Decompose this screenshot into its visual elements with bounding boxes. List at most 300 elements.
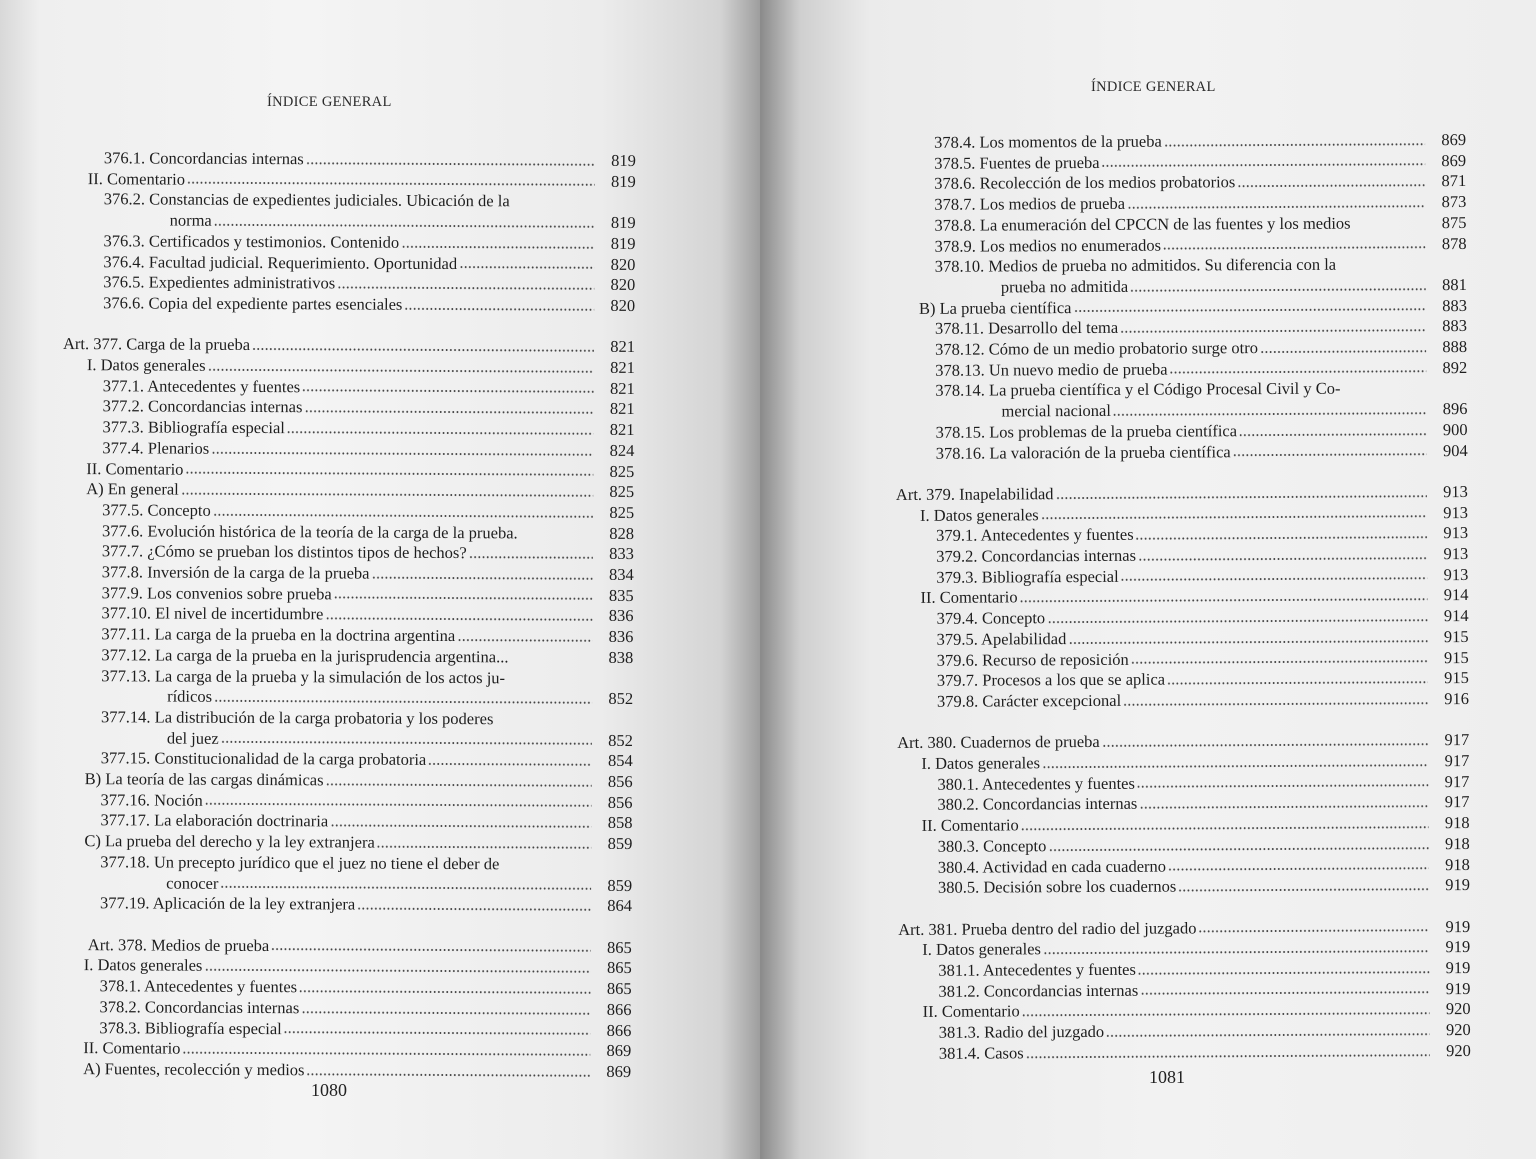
toc-page-number: 836: [608, 606, 634, 626]
toc-article-entry: [898, 917, 1470, 941]
toc-page-number: 914: [1443, 606, 1469, 626]
toc-entry-label: A) Fuentes, recolección y medios: [83, 1059, 305, 1080]
toc-entry-title: [920, 586, 1430, 609]
toc-section-entry: [61, 769, 633, 793]
toc-subsection-entry: [894, 192, 1466, 216]
toc-page-number: 828: [609, 523, 635, 543]
toc-section-entry: [895, 296, 1467, 320]
toc-page-number: 913: [1443, 544, 1469, 564]
toc-page-number: 913: [1443, 523, 1469, 543]
toc-subsection-entry: [896, 544, 1468, 568]
toc-page-number: 915: [1443, 647, 1469, 667]
leader-dots: [428, 762, 592, 767]
toc-entry-label: Art. 377. Carga de la prueba: [62, 334, 251, 355]
leader-dots: [271, 947, 591, 953]
toc-article-entry: [60, 935, 632, 959]
toc-page-number: 821: [609, 399, 635, 419]
toc-subsection-entry: [897, 772, 1469, 796]
leader-dots: [214, 699, 592, 705]
leader-dots: [204, 968, 590, 974]
toc-subsection-entry: [894, 151, 1466, 175]
leader-dots: [1106, 1032, 1430, 1038]
toc-entry-title: [936, 606, 1430, 629]
toc-entry-label: 377.18. Un precepto jurídico que el juez no tiene el deber de: [100, 852, 500, 874]
leader-dots: [357, 907, 591, 912]
toc-entry-title: [935, 317, 1429, 340]
toc-page-number: 915: [1443, 626, 1469, 646]
toc-entry-title: [936, 524, 1430, 547]
leader-dots: [1353, 225, 1426, 229]
toc-page-number: 852: [608, 730, 633, 750]
toc-entry-title: [102, 500, 596, 523]
toc-subsection-entry: [895, 234, 1467, 258]
leader-dots: [1021, 825, 1429, 831]
running-head: ÍNDICE GENERAL: [1091, 79, 1216, 95]
toc-entry-title: [939, 1020, 1433, 1043]
toc-subsection-entry: [61, 645, 633, 669]
leader-dots: [185, 471, 593, 477]
toc-page-number: 819: [611, 150, 636, 170]
toc-page-number: 918: [1444, 813, 1470, 833]
toc-entry-label: 379.5. Apelabilidad: [936, 628, 1067, 649]
toc-entry-title: [919, 296, 1429, 319]
leader-dots: [252, 347, 594, 353]
leader-dots: [1113, 411, 1427, 417]
toc-entry-title: [102, 583, 596, 606]
toc-page-number: 881: [1442, 274, 1467, 295]
toc-subsection-entry: [62, 500, 634, 524]
toc-entry-label: 379.3. Bibliografía especial: [936, 566, 1119, 587]
toc-page-number: 819: [610, 233, 636, 253]
leader-dots: [404, 306, 594, 311]
toc-subsection-entry: [64, 148, 636, 172]
toc-entry-label: Art. 381. Prueba dentro del radio del juzgado: [898, 918, 1197, 939]
leader-dots: [371, 575, 592, 580]
toc-subsection-entry: [63, 376, 635, 400]
toc-entry-label: 378.8. La enumeración del CPCCN de las fuentes y los medios: [934, 213, 1351, 235]
leader-dots: [187, 181, 595, 187]
toc-subsection-entry: [61, 624, 633, 648]
toc-page-number: 852: [608, 689, 634, 709]
toc-subsection-entry: [63, 272, 635, 296]
toc-entry-label: I. Datos generales: [86, 355, 206, 375]
toc-entry-label: 379.4. Concepto: [936, 608, 1046, 628]
toc-entry-label: 377.16. Noción: [100, 789, 203, 810]
toc-entry-label: I. Datos generales: [83, 955, 203, 976]
toc-page-number: 869: [1441, 150, 1467, 170]
toc-entry-title: [104, 148, 598, 171]
toc-entry-label: 376.6. Copia del expediente partes esenciales: [103, 293, 403, 314]
toc-page-number: 873: [1441, 192, 1467, 212]
toc-entry-label: 377.7. ¿Cómo se prueban los distintos tipos de hechos?: [101, 541, 467, 563]
toc-page-number: 883: [1442, 295, 1467, 315]
toc-entry-label: B) La prueba científica: [918, 297, 1072, 318]
toc-section-entry: [62, 479, 634, 503]
leader-dots: [459, 265, 594, 270]
toc-entry-title: [86, 459, 596, 482]
toc-page-number: 821: [610, 337, 636, 357]
toc-entry-label: 378.15. Los problemas de la prueba científica: [935, 421, 1238, 442]
toc-subsection-entry: [898, 875, 1470, 899]
toc-subsection-entry: [899, 1020, 1471, 1044]
toc-subsection-entry: [896, 606, 1468, 630]
toc-entry-label: 377.19. Aplicación de la ley extranjera: [99, 893, 356, 914]
toc-page-number: 871: [1441, 171, 1467, 191]
leader-dots: [301, 1010, 590, 1016]
toc-entry-title: [99, 1018, 593, 1041]
toc-entry-label: 378.9. Los medios no enumerados: [934, 235, 1162, 256]
toc-entry-title: [87, 355, 597, 378]
toc-page-number: 900: [1442, 419, 1468, 439]
toc-entry-title: [100, 893, 594, 916]
toc-page-number: 920: [1446, 1040, 1471, 1061]
toc-subsection-entry: [63, 396, 635, 420]
toc-entry-title: [937, 793, 1431, 816]
toc-entry-title: [84, 831, 594, 854]
toc-page-number: 820: [610, 254, 636, 274]
toc-entry-label: 377.15. Constitucionalidad de la carga probatoria: [100, 748, 427, 770]
leader-dots: [1137, 784, 1429, 790]
toc-subsection-entry: [61, 666, 633, 710]
toc-subsection-entry: [895, 358, 1467, 382]
toc-entry-label: 377.14. La distribución de la carga probatoria y los poderes: [100, 707, 494, 729]
toc-subsection-entry: [897, 668, 1469, 692]
toc-entry-label: Art. 380. Cuadernos de prueba: [897, 732, 1100, 753]
toc-entry-label: 378.12. Cómo de un medio probatorio surge otro: [935, 338, 1258, 359]
toc-subsection-entry: [59, 997, 631, 1021]
toc-entry-title: [921, 751, 1431, 774]
toc-page-number: 883: [1442, 316, 1468, 336]
toc-entry-label: I. Datos generales: [921, 753, 1041, 773]
leader-dots: [220, 885, 591, 891]
toc-page-number: 904: [1442, 440, 1468, 460]
toc-entry-title: [935, 358, 1429, 381]
toc-page-number: 878: [1441, 233, 1467, 253]
toc-subsection-entry: [62, 562, 634, 586]
toc-entry-title: [102, 542, 596, 565]
toc-subsection-entry: [62, 603, 634, 627]
leader-dots: [182, 1051, 590, 1057]
toc-section-entry: [60, 955, 632, 979]
leader-dots: [1068, 639, 1427, 645]
leader-dots: [334, 596, 593, 601]
toc-entry-label-continuation: rídicos: [167, 686, 213, 707]
leader-dots: [1121, 577, 1428, 583]
toc-entry-title: [936, 441, 1430, 464]
toc-section-entry: [59, 1038, 631, 1062]
toc-entry-label: 376.3. Certificados y testimonios. Contenido: [103, 231, 400, 252]
toc-page-number: 919: [1445, 916, 1471, 936]
toc-entry-label: Art. 379. Inapelabilidad: [895, 484, 1054, 504]
toc-page-number: 919: [1445, 958, 1471, 978]
toc-entry-title: [101, 790, 595, 813]
toc-article-entry: [897, 730, 1469, 754]
toc-entry-label-continuation: mercial nacional: [1001, 401, 1111, 421]
leader-dots: [1138, 970, 1430, 976]
toc-page-number: 821: [609, 378, 635, 398]
toc-entry-label: 377.9. Los convenios sobre prueba: [101, 582, 332, 604]
toc-subsection-entry: [898, 855, 1470, 879]
toc-page-number: 866: [606, 999, 632, 1019]
toc-entry-label: 377.8. Inversión de la carga de la prueba: [101, 562, 370, 583]
page-number: 1080: [311, 1080, 347, 1100]
leader-dots: [377, 845, 592, 850]
leader-dots: [1020, 597, 1428, 603]
toc-entry-title: [922, 938, 1432, 961]
toc-page-number: 856: [607, 771, 633, 792]
leader-dots: [1043, 949, 1429, 955]
toc-page-number: 859: [607, 875, 633, 895]
toc-entry-title: [100, 852, 594, 896]
toc-page-number: 917: [1444, 730, 1470, 750]
leader-dots: [1041, 515, 1427, 521]
toc-page-number: 858: [607, 813, 633, 833]
toc-entry-label: A) En general: [86, 479, 179, 499]
toc-page-number: 856: [607, 792, 633, 812]
page-number: 1081: [1149, 1067, 1185, 1087]
toc-page-number: 836: [608, 627, 634, 647]
leader-dots: [1237, 183, 1425, 188]
toc-entry-label: 376.2. Constancias de expedientes judiciales. Ubicación de la: [103, 189, 510, 211]
toc-entry-label: 378.14. La prueba científica y el Código Procesal Civil y Co-: [935, 379, 1341, 401]
leader-dots: [302, 389, 594, 395]
toc-section-entry: [897, 751, 1469, 775]
toc-section-entry: [62, 459, 634, 483]
toc-subsection-entry: [897, 792, 1469, 816]
toc-entry-title: [101, 749, 595, 772]
toc-entry-title: [103, 272, 597, 295]
leader-dots: [1233, 452, 1427, 457]
leader-dots: [1056, 494, 1427, 500]
toc-entry-title: [99, 997, 593, 1020]
toc-page-number: 914: [1443, 585, 1469, 605]
toc-section-entry: [63, 355, 635, 379]
toc-page-number: 869: [606, 1061, 632, 1081]
toc-entry-label: 377.10. El nivel de incertidumbre: [101, 603, 324, 624]
toc-entry-title: [86, 479, 596, 502]
toc-entry-label: I. Datos generales: [919, 504, 1039, 525]
toc-subsection-entry: [61, 707, 633, 751]
leader-dots: [208, 367, 594, 373]
toc-subsection-entry: [60, 976, 632, 1000]
leader-dots: [401, 244, 594, 249]
leader-dots: [1048, 846, 1428, 852]
toc-entry-label: 381.3. Radio del juzgado: [938, 1022, 1105, 1042]
toc-page-number: 865: [606, 958, 632, 978]
leader-dots: [1123, 701, 1428, 707]
toc-entry-label: 380.4. Actividad en cada cuaderno: [937, 856, 1167, 877]
toc-entry-label: 377.13. La carga de la prueba y la simulación de los actos ju-: [101, 665, 506, 687]
toc-subsection-entry: [62, 438, 634, 462]
toc-section-entry: [64, 169, 636, 193]
toc-article-entry: [896, 482, 1468, 506]
toc-entry-label: 379.7. Procesos a los que se aplica: [936, 669, 1166, 691]
toc-entry-title: [103, 293, 597, 316]
toc-entry-label-continuation: del juez: [166, 728, 219, 748]
toc-page-number: 820: [610, 295, 636, 315]
toc-subsection-entry: [898, 834, 1470, 858]
toc-entry-label: 377.2. Concordancias internas: [102, 396, 303, 417]
toc-subsection-entry: [896, 420, 1468, 444]
leader-dots: [1140, 991, 1429, 997]
toc-entry-title: [934, 172, 1428, 195]
toc-entry-label: 376.4. Facultad judicial. Requerimiento. Oportunidad: [103, 251, 458, 273]
toc-page-number: 820: [610, 275, 636, 295]
toc-page-number: 918: [1445, 854, 1470, 874]
toc-subsection-entry: [896, 523, 1468, 547]
toc-entry-title: [938, 979, 1432, 1002]
toc-entry-label: II. Comentario: [83, 1038, 181, 1058]
toc-section-entry: [896, 585, 1468, 609]
toc-page-number: 825: [609, 502, 635, 522]
toc-entry-label: 379.2. Concordancias internas: [936, 545, 1137, 566]
toc-page-number: 920: [1445, 1020, 1471, 1040]
leader-dots: [299, 989, 591, 995]
toc-page-number: 916: [1444, 688, 1470, 709]
toc-entry-label-continuation: prueba no admitida: [1000, 276, 1129, 297]
toc-subsection-entry: [60, 810, 632, 834]
toc-entry-title: [936, 420, 1430, 443]
leader-dots: [181, 492, 593, 498]
leader-dots: [325, 617, 592, 622]
toc-entry-title: [83, 1059, 593, 1082]
toc-page-number: 833: [609, 544, 634, 564]
toc-entry-label: 378.3. Bibliografía especial: [99, 1017, 282, 1038]
toc-subsection-entry: [63, 252, 635, 276]
toc-entry-label-continuation: conocer: [166, 873, 219, 893]
leader-dots: [213, 512, 593, 518]
toc-subsection-entry: [897, 627, 1469, 651]
toc-entry-title: [101, 645, 595, 668]
toc-subsection-entry: [894, 213, 1466, 237]
toc-entry-label: 379.1. Antecedentes y fuentes: [936, 525, 1134, 546]
toc-entry-title: [88, 935, 594, 958]
toc-page-number: 821: [610, 357, 635, 378]
toc-entry-label: II. Comentario: [87, 168, 186, 189]
toc-entry-label: 381.2. Concordancias internas: [938, 980, 1139, 1001]
toc-subsection-entry: [59, 1017, 631, 1041]
toc-page-number: 865: [606, 978, 632, 999]
leader-dots: [306, 1072, 590, 1077]
toc-list-left: [59, 148, 636, 1083]
toc-page-number: 915: [1444, 668, 1469, 688]
toc-entry-title: [923, 1000, 1433, 1023]
leader-dots: [1102, 742, 1428, 748]
leader-dots: [306, 161, 595, 167]
toc-entry-label: I. Datos generales: [922, 939, 1041, 960]
leader-dots: [1260, 349, 1426, 354]
leader-dots: [1130, 287, 1426, 293]
toc-subsection-entry: [60, 852, 632, 896]
toc-page-number: 865: [607, 937, 632, 957]
toc-subsection-entry: [895, 337, 1467, 361]
leader-dots: [469, 555, 593, 560]
toc-entry-title: [88, 169, 598, 192]
toc-subsection-entry: [896, 441, 1468, 465]
toc-entry-label: 379.6. Recurso de reposición: [936, 649, 1129, 670]
toc-subsection-entry: [64, 189, 636, 233]
toc-subsection-entry: [894, 130, 1466, 154]
toc-entry-title: [939, 1041, 1433, 1064]
toc-subsection-entry: [895, 378, 1467, 422]
leader-dots: [211, 450, 593, 456]
toc-page-number: 869: [606, 1041, 632, 1061]
toc-entry-title: [102, 417, 596, 440]
toc-section-entry: [899, 999, 1471, 1023]
leader-dots: [1167, 680, 1428, 685]
toc-subsection-entry: [60, 893, 632, 917]
toc-entry-title: [934, 151, 1428, 174]
toc-page-number: 838: [608, 647, 634, 667]
leader-dots: [1120, 328, 1426, 334]
leader-dots: [457, 638, 592, 643]
leader-dots: [1131, 659, 1428, 665]
toc-page-number: 892: [1442, 357, 1468, 377]
leader-dots: [520, 535, 593, 539]
toc-entry-title: [938, 855, 1432, 878]
toc-entry-title: [100, 811, 594, 834]
toc-entry-title: [896, 482, 1430, 505]
toc-entry-title: [103, 397, 597, 420]
toc-page-number: 869: [1441, 130, 1467, 150]
leader-dots: [1102, 163, 1426, 169]
toc-entry-label: 378.1. Antecedentes y fuentes: [99, 976, 298, 997]
toc-subsection-entry: [897, 689, 1469, 713]
toc-entry-title: [898, 917, 1432, 940]
toc-entry-title: [935, 337, 1429, 360]
leader-dots: [1047, 618, 1427, 624]
toc-entry-title: [935, 254, 1429, 298]
toc-entry-label: 377.12. La carga de la prueba en la jurisprudencia argentina...: [101, 645, 509, 667]
toc-subsection-entry: [62, 541, 634, 565]
toc-subsection-entry: [62, 417, 634, 441]
leader-dots: [214, 223, 595, 229]
toc-entry-title: [102, 521, 596, 544]
toc-entry-label: 379.8. Carácter excepcional: [936, 690, 1122, 711]
toc-subsection-entry: [62, 521, 634, 545]
toc-subsection-entry: [61, 748, 633, 772]
toc-entry-label: 380.3. Concepto: [937, 836, 1047, 856]
toc-entry-label: 381.4. Casos: [938, 1043, 1024, 1063]
toc-entry-label: 380.1. Antecedentes y fuentes: [937, 773, 1135, 794]
toc-entry-label: C) La prueba del derecho y la ley extranjera: [84, 831, 375, 852]
toc-entry-label: II. Comentario: [921, 815, 1019, 836]
toc-entry-title: [937, 627, 1431, 650]
toc-entry-label: 378.4. Los momentos de la prueba: [933, 131, 1162, 152]
toc-entry-title: [936, 544, 1430, 567]
toc-article-entry: [63, 334, 635, 358]
toc-entry-title: [100, 976, 594, 999]
leader-dots: [326, 782, 592, 787]
leader-dots: [1164, 142, 1425, 147]
toc-entry-title: [938, 875, 1432, 898]
toc-entry-label: 380.5. Decisión sobre los cuadernos: [937, 876, 1177, 898]
toc-entry-title: [934, 130, 1428, 153]
toc-page-number: 866: [606, 1020, 632, 1040]
toc-page-number: 917: [1444, 792, 1470, 812]
toc-entry-label: 378.5. Fuentes de prueba: [934, 152, 1100, 173]
toc-page-number: 821: [609, 419, 635, 440]
leader-dots: [1198, 929, 1429, 934]
toc-subsection-entry: [895, 254, 1467, 298]
toc-entry-title: [937, 668, 1431, 691]
toc-page-number: 913: [1443, 564, 1469, 584]
toc-entry-label: B) La teoría de las cargas dinámicas: [84, 769, 324, 790]
leader-dots: [1127, 204, 1425, 210]
leader-dots: [221, 740, 592, 746]
toc-page-number: 875: [1441, 212, 1467, 232]
toc-entry-title: [103, 231, 597, 254]
